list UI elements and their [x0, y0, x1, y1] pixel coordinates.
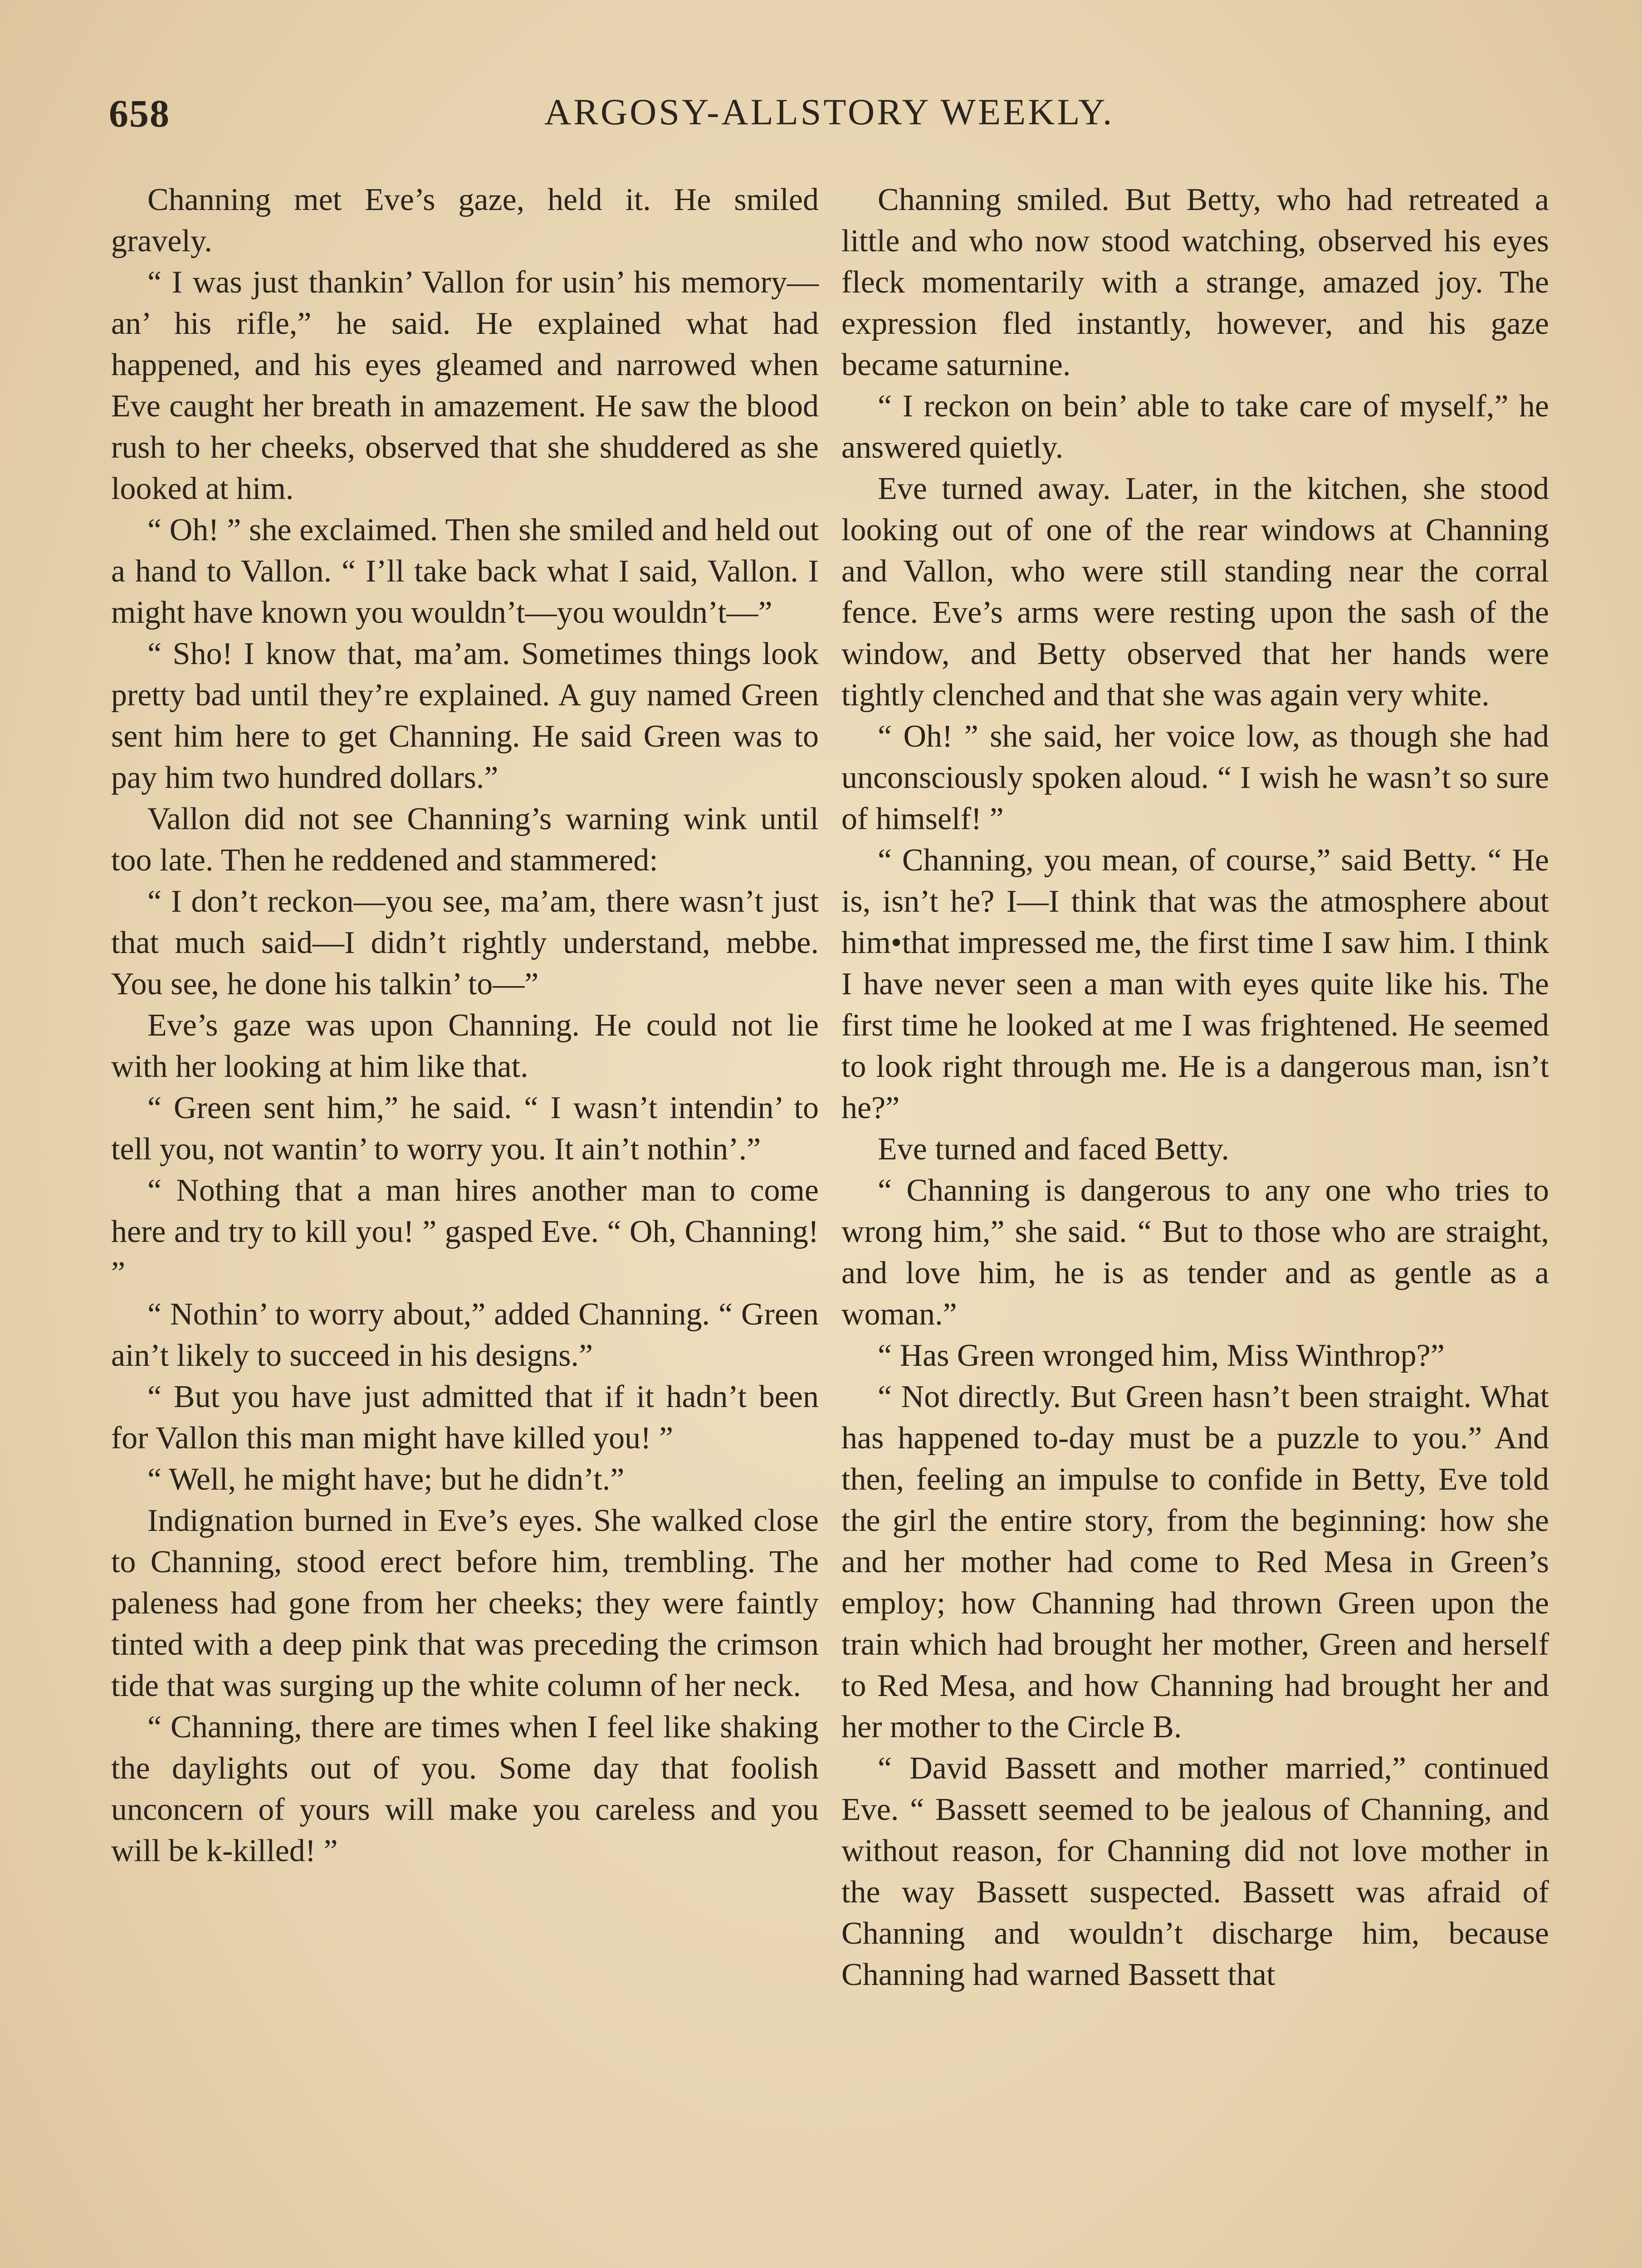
paragraph: “ Has Green wronged him, Miss Winthrop?” — [878, 1338, 1445, 1373]
paragraph: Eve’s gaze was upon Channing. He could not lie with her looking at him like that. — [111, 1008, 819, 1084]
paragraph: “ Oh! ” she said, her voice low, as though she had unconsciously spoken aloud. “ I wish he wasn’t so sure of himself! ” — [841, 719, 1549, 836]
paragraph: “ Channing, there are times when I feel like shaking the daylights out of you. Some day that foolish unconcern of yours will make you careless and you will be k-killed! ” — [111, 1710, 819, 1868]
right-column — [841, 179, 1549, 1995]
paragraph: “ Channing is dangerous to any one who tries to wrong him,” she said. “ But to those who are straight, and love him, he is as tender and as gentle as a woman.” — [841, 1173, 1549, 1332]
paragraph: “ But you have just admitted that if it hadn’t been for Vallon this man might have killed you! ” — [111, 1379, 819, 1456]
paragraph: “ Nothing that a man hires another man to come here and try to kill you! ” gasped Eve. “ Oh, Channing! ” — [111, 1173, 819, 1290]
paragraph: “ Green sent him,” he said. “ I wasn’t intendin’ to tell you, not wantin’ to worry you. It ain’t nothin’.” — [111, 1090, 819, 1167]
paragraph: “ Well, he might have; but he didn’t.” — [147, 1462, 625, 1497]
paragraph: “ I reckon on bein’ able to take care of myself,” he answered quietly. — [841, 389, 1549, 465]
paragraph: Vallon did not see Channing’s warning wink until too late. Then he reddened and stammered: — [111, 802, 819, 878]
paragraph: “ Oh! ” she exclaimed. Then she smiled and held out a hand to Vallon. “ I’ll take back what I said, Vallon. I might have known you wouldn’t—you wouldn’t—” — [111, 513, 819, 630]
paragraph: “ David Bassett and mother married,” continued Eve. “ Bassett seemed to be jealous of Channing, and without reason, for Channing did not love mother in the way Bassett suspected. Bassett was afraid of Channing and wouldn’t discharge him, because Channing had warned Bassett that — [841, 1751, 1549, 1992]
paragraph: “ I don’t reckon—you see, ma’am, there wasn’t just that much said—I didn’t rightly understand, mebbe. You see, he done his talkin’ to—” — [111, 884, 819, 1002]
running-title: ARGOSY-ALLSTORY WEEKLY. — [544, 91, 1114, 132]
paragraph: Indignation burned in Eve’s eyes. She walked close to Channing, stood erect before him, trembling. The paleness had gone from her cheeks; they were faintly tinted with a deep pink that was preceding the crimson tide that was surging up the white column of her neck. — [111, 1503, 819, 1703]
paragraph: Channing met Eve’s gaze, held it. He smiled gravely. — [111, 182, 819, 259]
page-number: 658 — [109, 92, 170, 135]
paragraph: Eve turned away. Later, in the kitchen, she stood looking out of one of the rear windows at Channing and Vallon, who were still standing near the corral fence. Eve’s arms were resting upon the sash of the window, and Betty observed that her hands were tightly clenched and that she was again very white. — [841, 471, 1549, 713]
paragraph: “ Channing, you mean, of course,” said Betty. “ He is, isn’t he? I—I think that was the atmosphere about him•that impressed me, the first time I saw him. I think I have never seen a man with eyes quite like his. The first time he looked at me I was frightened. He seemed to look right through me. He is a dangerous man, isn’t he?” — [841, 843, 1549, 1125]
paragraph: “ Not directly. But Green hasn’t been straight. What has happened to-day must be a puzzle to you.” And then, feeling an impulse to confide in Betty, Eve told the girl the entire story, from the beginning: how she and her mother had come to Red Mesa in Green’s employ; how Channing had thrown Green upon the train which had brought her mother, Green and herself to Red Mesa, and how Channing had brought her and her mother to the Circle B. — [841, 1379, 1549, 1745]
paragraph: “ Sho! I know that, ma’am. Sometimes things look pretty bad until they’re explained. A guy named Green sent him here to get Channing. He said Green was to pay him two hundred dollars.” — [111, 636, 819, 795]
paragraph: “ Nothin’ to worry about,” added Channing. “ Green ain’t likely to succeed in his designs.” — [111, 1297, 819, 1373]
page-header — [109, 91, 1551, 141]
paragraph: Eve turned and faced Betty. — [878, 1132, 1229, 1167]
paragraph: “ I was just thankin’ Vallon for usin’ his memory—an’ his rifle,” he said. He explained what had happened, and his eyes gleamed and narrowed when Eve caught her breath in amazement. He saw the blood rush to her cheeks, observed that she shuddered as she looked at him. — [111, 265, 819, 506]
left-column — [111, 179, 819, 1872]
paragraph: Channing smiled. But Betty, who had retreated a little and who now stood watching, observed his eyes fleck momentarily with a strange, amazed joy. The expression fled instantly, however, and his gaze became saturnine. — [841, 182, 1549, 382]
